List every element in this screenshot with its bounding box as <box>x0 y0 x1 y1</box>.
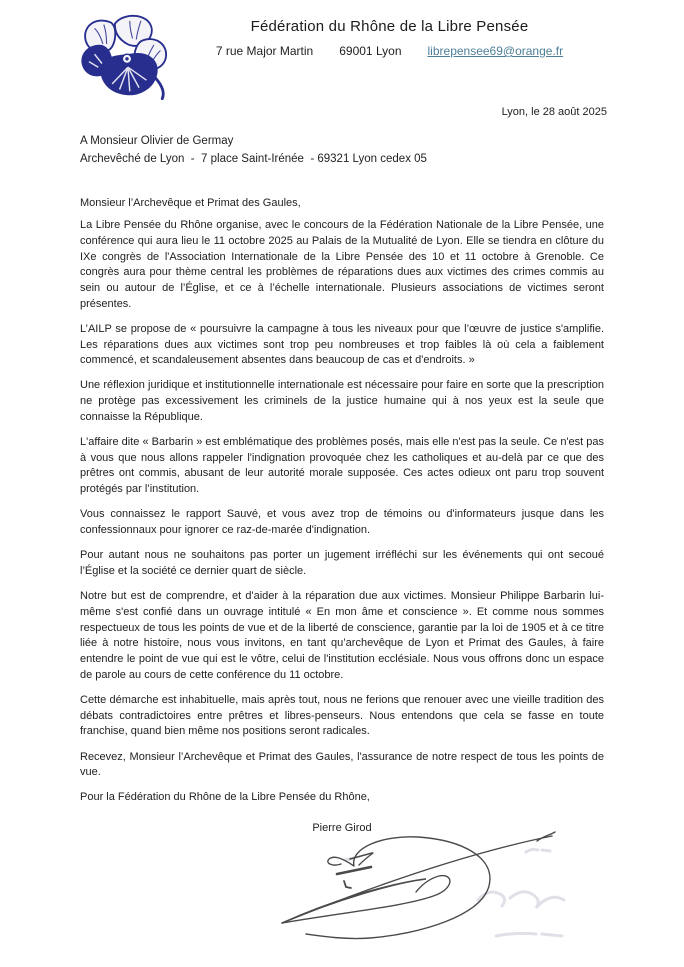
recipient-name: A Monsieur Olivier de Germay <box>80 135 234 147</box>
recipient-address: Archevêché de Lyon - 7 place Saint-Irénée - 69321 Lyon cedex 05 <box>80 152 427 165</box>
paragraph-rapport-sauve: Vous connaissez le rapport Sauvé, et vous avez trop de témoins ou d'informateurs jusque dans les confessionnaux pour ignorer ce raz-de-marée d'indignation. <box>80 508 604 537</box>
signer-name: Pierre Girod <box>312 822 372 835</box>
organization-address <box>150 44 629 58</box>
letter-body <box>80 197 604 835</box>
letterhead <box>0 0 684 102</box>
paragraph-recevez: Recevez, Monsieur l’Archevêque et Primat des Gaules, l'assurance de notre respect de tous les points de vue. <box>80 750 604 779</box>
handwritten-signature <box>258 828 570 958</box>
paragraph-barbarin: L'affaire dite « Barbarin » est emblématique des problèmes posés, mais elle n'est pas la seule. Ce n'est pas à vous que nous allons rappeler l'indignation provoquée chez les catholiques et au-delà par ce que des prêtres ont commis, abusant de leur autorité morale supposée. Ces actes odieux ont paru trop souvent protégés par l’institution. <box>80 436 604 496</box>
paragraph-conference: La Libre Pensée du Rhône organise, avec le concours de la Fédération Nationale de la Libre Pensée, une conférence qui aura lieu le 11 octobre 2025 au Palais de la Mutualité de Lyon. Elle se tiendra en clôture du IXe congrès de l'Association Internationale de la Libre Pensée des 10 et 11 octobre à Grenoble. Ce congrès aura pour thème central les problèmes de réparations dues aux victimes des crimes commis au sein ou autour de l’Église, et ce à l’échelle internationale. Plusieurs associations de victimes seront présentes. <box>80 219 604 310</box>
date-line: Lyon, le 28 août 2025 <box>501 106 607 118</box>
paragraph-reflexion: Une réflexion juridique et institutionnelle internationale est nécessaire pour faire en sorte que la prescription ne protège pas excessivement les criminels de la justice humaine qui à nos yeux est la seule que connaisse la République. <box>80 379 604 423</box>
closing-line: Pour la Fédération du Rhône de la Libre Pensée du Rhône, <box>80 791 370 804</box>
paragraph-jugement: Pour autant nous ne souhaitons pas porter un jugement irréfléchi sur les événements qui ont secoué l’Église et la société ce dernier quart de siècle. <box>80 549 604 577</box>
salutation: Monsieur l’Archevêque et Primat des Gaules, <box>80 196 301 209</box>
paragraph-demarche: Cette démarche est inhabituelle, mais après tout, nous ne ferions que renouer avec une vieille tradition des débats contradictoires entre prêtres et libres-penseurs. Nous entendons que cela se fasse en toute franchise, quand bien même nos positions seront radicales. <box>80 693 604 738</box>
signature-area <box>258 828 570 958</box>
address-street: 7 rue Major Martin <box>215 44 314 58</box>
recipient-block <box>80 133 607 169</box>
paragraph-invitation: Notre but est de comprendre, et d'aider à la réparation due aux victimes. Monsieur Philippe Barbarin lui-même s'est confié dans un ouvrage intitulé « En mon âme et conscience ». Et comme nous sommes respectueux de tous les points de vue et de la liberté de conscience, garantie par la loi de 1905 et à ce titre liée à notre histoire, nous vous invitons, en tant qu’archevêque de Lyon et Primat des Gaules, à faire entendre le point de vue qui est le vôtre, celui de l'institution ecclésiale. Nous vous offrons donc un espace de parole au cours de cette conférence du 11 octobre. <box>80 590 604 681</box>
organization-name: Fédération du Rhône de la Libre Pensée <box>250 18 529 35</box>
email-link[interactable]: librepensee69@orange.fr <box>427 44 564 58</box>
paragraph-ailp-quote: L’AILP se propose de « poursuivre la campagne à tous les niveaux pour que l’œuvre de justice s'amplifie. Les réparations dues aux victimes sont trop peu nombreuses et trop faibles là où cela a faiblement commencé, et scandaleusement absentes dans beaucoup de cas et d'endroits. » <box>80 322 604 367</box>
address-city: 69001 Lyon <box>339 44 402 58</box>
